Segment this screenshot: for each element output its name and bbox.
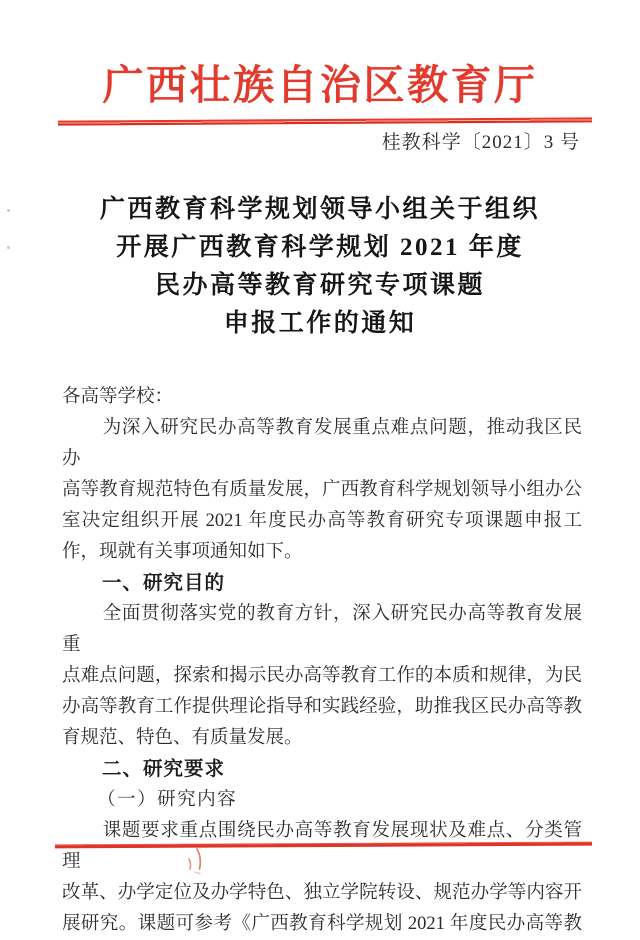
salutation: 各高等学校：: [62, 387, 174, 407]
para1-line-1: 为深入研究民办高等教育发展重点难点问题，推动我区民办: [62, 418, 582, 469]
notice-title-line-4: 申报工作的通知: [223, 310, 417, 337]
para1-line-2: 高等教育规范特色有质量发展，广西教育科学规划领导小组办公: [62, 480, 582, 500]
subsection-heading: （一）研究内容: [97, 790, 238, 810]
pen-mark-icon: [180, 846, 212, 876]
header-rule: [58, 117, 592, 125]
para2-line-1: 全面贯彻落实党的教育方针，深入研究民办高等教育发展重: [62, 604, 582, 655]
doc-number: 桂教科学〔2021〕3 号: [381, 132, 580, 153]
notice-title-line-2: 开展广西教育科学规划 2021 年度: [116, 234, 524, 261]
para2-line-2: 点难点问题，探索和揭示民办高等教育工作的本质和规律，为民: [62, 666, 582, 686]
notice-title: [0, 191, 640, 343]
para3-line-2: 改革、办学定位及办学特色、独立学院转设、规范办学等内容开: [62, 883, 582, 903]
para2-line-3: 办高等教育工作提供理论指导和实践经验，助推我区民办高等教: [62, 697, 582, 717]
section1-heading: 一、研究目的: [101, 572, 225, 594]
scan-speck: [7, 246, 10, 249]
notice-body: [62, 382, 582, 940]
para2-line-4: 育规范、特色、有质量发展。: [62, 728, 303, 748]
para3-line-3: 展研究。课题可参考《广西教育科学规划 2021 年度民办高等教: [62, 914, 582, 934]
notice-title-line-1: 广西教育科学规划领导小组关于组织: [99, 196, 540, 223]
para1-line-3: 室决定组织开展 2021 年度民办高等教育研究专项课题申报工: [62, 511, 582, 531]
notice-title-line-3: 民办高等教育研究专项课题: [154, 272, 485, 299]
scan-speck: [7, 209, 10, 212]
org-title: 广西壮族自治区教育厅: [102, 62, 538, 108]
section2-heading: 二、研究要求: [101, 758, 225, 780]
para3-line-1: 课题要求重点围绕民办高等教育发展现状及难点、分类管理: [62, 821, 582, 872]
para1-line-4: 作，现就有关事项通知如下。: [62, 542, 303, 562]
